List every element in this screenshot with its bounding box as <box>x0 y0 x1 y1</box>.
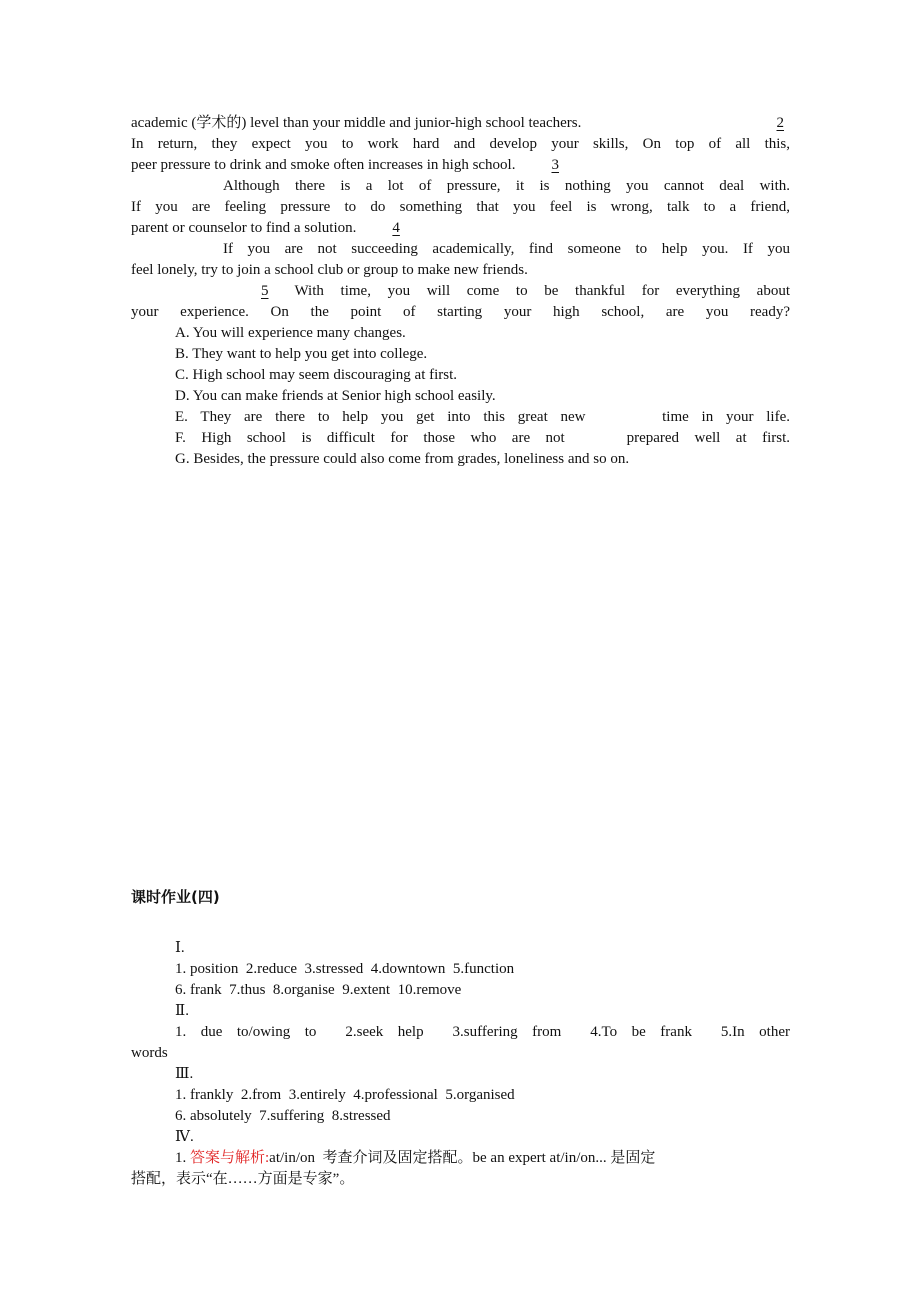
passage-line <box>131 218 790 238</box>
passage-line: In return, they expect you to work hard and develop your skills, On top of all this, <box>131 136 790 152</box>
answer-line <box>131 1148 790 1168</box>
passage-line: Although there is a lot of pressure, it is nothing you cannot deal with. <box>223 178 790 194</box>
passage-line: feel lonely, try to join a school club or group to make new friends. <box>131 262 528 278</box>
passage-line <box>131 113 790 133</box>
option-b: B. They want to help you get into college. <box>175 346 428 362</box>
section-title: 课时作业(四) <box>131 888 220 906</box>
answer-line: 6. absolutely 7.suffering 8.stressed <box>175 1108 391 1124</box>
passage-text: With time, you will come to be thankful for everything about <box>294 283 790 299</box>
blank-5: 5 <box>261 283 269 299</box>
answer-line: 1. due to/owing to 2.seek help 3.suffering from 4.To be frank 5.In other <box>175 1024 790 1040</box>
section-heading: Ⅳ. <box>175 1129 194 1145</box>
answer-text: at/in/on 考查介词及固定搭配。be an expert at/in/on... 是固定 <box>269 1150 656 1166</box>
option-e: E. They are there to help you get into this great new time in your life. <box>175 409 790 425</box>
answer-label: 答案与解析: <box>190 1150 270 1166</box>
passage-line: If you are feeling pressure to do something that you feel is wrong, talk to a friend, <box>131 199 790 215</box>
answer-line: 搭配，表示“在……方面是专家”。 <box>131 1171 355 1187</box>
answer-line: 6. frank 7.thus 8.organise 9.extent 10.remove <box>175 982 462 998</box>
passage-line <box>131 155 790 175</box>
passage-line <box>131 281 790 301</box>
option-c: C. High school may seem discouraging at first. <box>175 367 458 383</box>
answer-line: 1. position 2.reduce 3.stressed 4.downtown 5.function <box>175 961 515 977</box>
answer-line: words <box>131 1045 168 1061</box>
passage-line: If you are not succeeding academically, find someone to help you. If you <box>223 241 790 257</box>
option-d: D. You can make friends at Senior high school easily. <box>175 388 496 404</box>
option-a: A. You will experience many changes. <box>175 325 406 341</box>
answer-number: 1. <box>175 1150 187 1166</box>
blank-2: 2 <box>776 115 784 131</box>
option-g: G. Besides, the pressure could also come from grades, loneliness and so on. <box>175 451 630 467</box>
passage-text: peer pressure to drink and smoke often increases in high school. <box>131 157 516 173</box>
blank-3: 3 <box>551 157 559 173</box>
section-heading: Ⅱ. <box>175 1003 189 1019</box>
blank-4: 4 <box>392 220 400 236</box>
passage-text: academic (学术的) level than your middle and junior-high school teachers. <box>131 115 582 131</box>
section-heading: Ⅲ. <box>175 1066 194 1082</box>
passage-text: parent or counselor to find a solution. <box>131 220 357 236</box>
answer-line: 1. frankly 2.from 3.entirely 4.professional 5.organised <box>175 1087 515 1103</box>
section-heading: Ⅰ. <box>175 940 185 956</box>
passage-line: your experience. On the point of starting your high school, are you ready? <box>131 304 790 320</box>
option-f: F. High school is difficult for those who are not prepared well at first. <box>175 430 790 446</box>
